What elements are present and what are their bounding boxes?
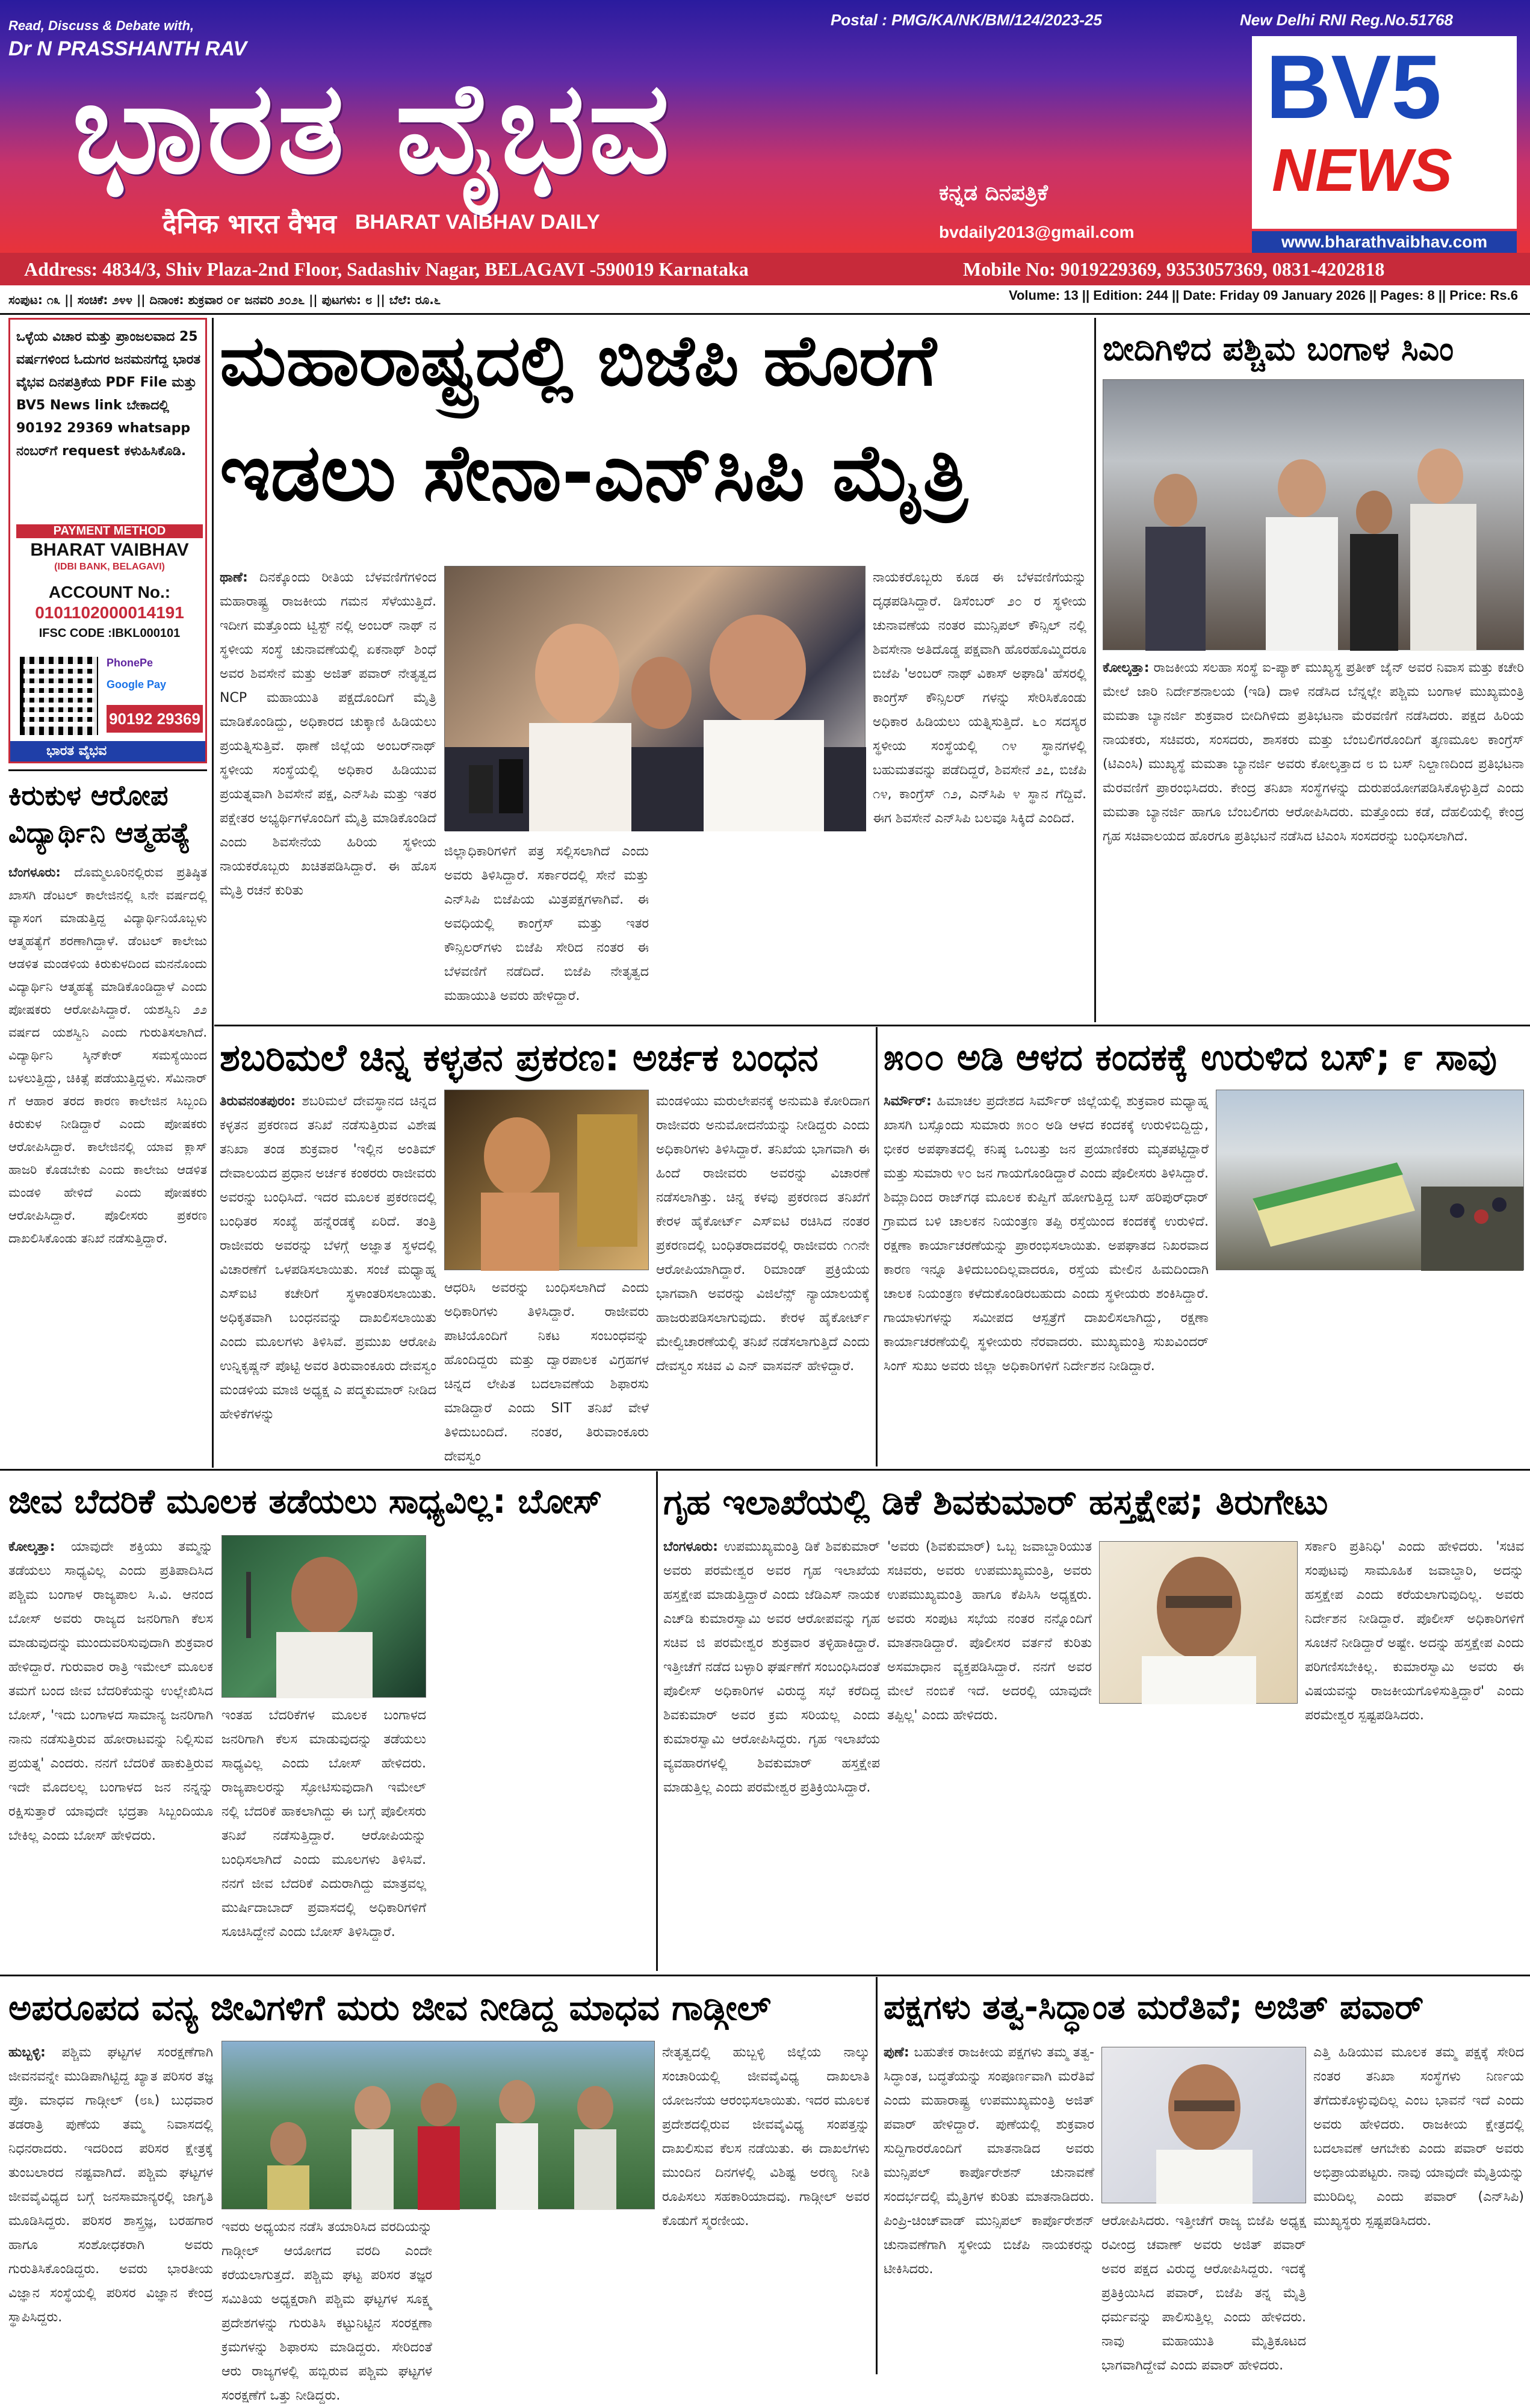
headline-ajitpawar[interactable]: ಪಕ್ಷಗಳು ತತ್ವ-ಸಿದ್ಧಾಂತ ಮರೆತಿವೆ; ಅಜಿತ್ ಪವಾರ್ [884, 1988, 1424, 2027]
photo-dkshivakumar [1099, 1541, 1298, 1704]
masthead-tagline: Read, Discuss & Debate with, [8, 18, 194, 33]
sidebox-footer: ಭಾರತ ವೈಭವ [10, 741, 205, 762]
article-student [8, 861, 207, 1463]
article-main-col2b [656, 840, 867, 1020]
photo-gadgil [221, 2041, 655, 2209]
dateline-bose: ಕೋಲ್ಕತ್ತಾ: [8, 1539, 55, 1554]
qr-code-overlay [20, 657, 98, 735]
bank-branch: (IDBI BANK, BELAGAVI) [54, 562, 165, 572]
dateline-ajit: ಪುಣೆ: [884, 2045, 909, 2060]
address-text: Address: 4834/3, Shiv Plaza-2nd Floor, Sadashiv Nagar, BELAGAVI -590019 Karnataka [24, 258, 749, 280]
gpay-icon: Google Pay [107, 678, 167, 690]
article-dk-col1 [663, 1535, 880, 1969]
photo-gadgil-svg [222, 2041, 655, 2210]
body-bus: ಹಿಮಾಚಲ ಪ್ರದೇಶದ ಸಿರ್ಮೌರ್ ಜಿಲ್ಲೆಯಲ್ಲಿ ಶುಕ್ರವಾರ ಮಧ್ಯಾಹ್ನ ಖಾಸಗಿ ಬಸ್ಸೊಂದು ಸುಮಾರು ೫೦೦ ಅಡಿ ಆಳದ ಕಂದಕಕ್ಕೆ ಉರುಳಿಬಿದ್ದಿದ್ದು, ಭೀಕರ ಅಪಘಾತದಲ್ಲಿ ಕನಿಷ್ಠ ಒಂಬತ್ತು ಜನ ಪ್ರಯಾಣಿಕರು ಮೃತಪಟ್ಟಿದ್ದಾರೆ ಮತ್ತು ಸುಮಾರು ೪೦ ಜನ ಗಾಯಗೊಂಡಿದ್ದಾರೆ ಎಂದು ಪೊಲೀಸರು ತಿಳಿಸಿದ್ದಾರೆ. ಶಿಮ್ಲಾದಿಂದ ರಾಜ್‌ಗಢ ಮೂಲಕ ಕುಪ್ವಿಗೆ ಹೋಗುತ್ತಿದ್ದ ಬಸ್ ಹರಿಪುರ್‌ಧಾರ್ ಗ್ರಾಮದ ಬಳಿ ಚಾಲಕನ ನಿಯಂತ್ರಣ ತಪ್ಪಿ ರಸ್ತೆಯಿಂದ ಕಂದಕಕ್ಕೆ ಉರುಳಿದೆ. ರಕ್ಷಣಾ ಕಾರ್ಯಾಚರಣೆಯನ್ನು ಪ್ರಾರಂಭಿಸಲಾಯಿತು. ಅಪಘಾತದ ನಿಖರವಾದ ಕಾರಣ ಇನ್ನೂ ತಿಳಿದುಬಂದಿಲ್ಲವಾದರೂ, ರಸ್ತೆಯ ಮೇಲಿನ ಹಿಮದಿಂದಾಗಿ ಚಾಲಕ ನಿಯಂತ್ರಣ ಕಳೆದುಕೊಂಡಿರಬಹುದು ಎಂದು ಸ್ಥಳೀಯರು ಶಂಕಿಸಿದ್ದಾರೆ. ಗಾಯಾಳುಗಳನ್ನು ಸಮೀಪದ ಆಸ್ಪತ್ರೆಗೆ ದಾಖಲಿಸಲಾಗಿದ್ದು, ರಕ್ಷಣಾ ಕಾರ್ಯಾಚರಣೆಯಲ್ಲಿ ಸ್ಥಳೀಯರು ನೆರವಾದರು. ಮುಖ್ಯಮಂತ್ರಿ ಸುಖವಿಂದರ್ ಸಿಂಗ್ ಸುಖು ಅವರು ಜಿಲ್ಲಾ ಅಧಿಕಾರಿಗಳಿಗೆ ನಿರ್ದೇಶನ ನೀಡಿದ್ದಾರೆ. [884, 1094, 1209, 1374]
photo-bus [1216, 1090, 1524, 1270]
photo-main-svg [445, 566, 866, 831]
account-details [16, 582, 203, 644]
headline-dkshivakumar[interactable]: ಗೃಹ ಇಲಾಖೆಯಲ್ಲಿ ಡಿಕೆ ಶಿವಕುಮಾರ್ ಹಸ್ತಕ್ಷೇಪ; ತಿರುಗೇಟು [663, 1482, 1328, 1522]
headline-main-2[interactable]: ಇಡಲು ಸೇನಾ-ಎನ್‌ಸಿಪಿ ಮೈತ್ರಿ [220, 427, 968, 518]
divider [1094, 318, 1096, 1022]
english-name: BHARAT VAIBHAV DAILY [355, 211, 600, 234]
headline-student[interactable]: ಕಿರುಕುಳ ಆರೋಪ ವಿದ್ಯಾರ್ಥಿನಿ ಆತ್ಮಹತ್ಯೆ [8, 779, 191, 849]
article-ajit-col1 [884, 2041, 1094, 2372]
bank-name: BHARAT VAIBHAV [30, 540, 189, 560]
account-label: ACCOUNT No.: [48, 583, 171, 601]
dateline-bar [0, 288, 1530, 312]
divider [8, 769, 207, 771]
address-bar [0, 253, 1530, 285]
rni-reg: New Delhi RNI Reg.No.51768 [1240, 11, 1453, 29]
dateline-dk: ಬೆಂಗಳೂರು: [663, 1539, 718, 1554]
article-sabarimala-col2: ಆಧರಿಸಿ ಅವರನ್ನು ಬಂಧಿಸಲಾಗಿದೆ ಎಂದು ಅಧಿಕಾರಿಗಳು ತಿಳಿಸಿದ್ದಾರೆ. ರಾಜೀವರು ಪಾಟಿಯೊಂದಿಗೆ ನಿಕಟ ಸಂಬಂಧವನ್ನು ಹೊಂದಿದ್ದರು ಮತ್ತು ದ್ವಾರಪಾಲಕ ವಿಗ್ರಹಗಳ ಚಿನ್ನದ ಲೇಪಿತ ಬದಲಾವಣೆಯ ಶಿಫಾರಸು ಮಾಡಿದ್ದಾರೆ ಎಂದು SIT ತನಿಖೆ ವೇಳೆ ತಿಳಿದುಬಂದಿದೆ. ನಂತರ, ತಿರುವಾಂಕೂರು ದೇವಸ್ವಂ [444, 1280, 649, 1464]
photo-main [444, 566, 866, 831]
article-bose-col3 [433, 1535, 650, 1969]
article-dk-col2b [1099, 1710, 1298, 1969]
website-link[interactable]: www.bharathvaibhav.com [1252, 231, 1517, 253]
divider [0, 1975, 1530, 1976]
body-bengal: ರಾಜಕೀಯ ಸಲಹಾ ಸಂಸ್ಥೆ ಐ-ಪ್ಯಾಕ್ ಮುಖ್ಯಸ್ಥ ಪ್ರತೀಕ್ ಜೈನ್ ಅವರ ನಿವಾಸ ಮತ್ತು ಕಚೇರಿ ಮೇಲೆ ಜಾರಿ ನಿರ್ದೇಶನಾಲಯ (ಇಡಿ) ದಾಳಿ ನಡೆಸಿದ ಬೆನ್ನಲ್ಲೇ ಪಶ್ಚಿಮ ಬಂಗಾಳ ಮುಖ್ಯಮಂತ್ರಿ ಮಮತಾ ಬ್ಯಾನರ್ಜಿ ಶುಕ್ರವಾರ ಬೀದಿಗಿಳಿದು ಪ್ರತಿಭಟನಾ ಮೆರವಣಿಗೆ ನಡೆಸಿದರು. ಪಕ್ಷದ ಹಿರಿಯ ನಾಯಕರು, ಸಚಿವರು, ಸಂಸದರು, ಶಾಸಕರು ಮತ್ತು ಬೆಂಬಲಿಗರೊಂದಿಗೆ ತೃಣಮೂಲ ಕಾಂಗ್ರೆಸ್ (ಟಿಎಂಸಿ) ಮುಖ್ಯಸ್ಥೆ ಮಮತಾ ಬ್ಯಾನರ್ಜಿ ಅವರು ಕೋಲ್ಕತ್ತಾದ ೮ ಬಿ ಬಸ್ ನಿಲ್ದಾಣದಿಂದ ಪ್ರತಿಭಟನಾ ಮೆರವಣಿಗೆ ಪ್ರಾರಂಭಿಸಿದರು. ಕೇಂದ್ರ ತನಿಖಾ ಸಂಸ್ಥೆಗಳನ್ನು ದುರುಪಯೋಗಪಡಿಸಿಕೊಳ್ಳುತ್ತಿದೆ ಎಂದು ಮಮತಾ ಬ್ಯಾನರ್ಜಿ ಹಾಗೂ ಬೆಂಬಲಿಗರು ಆರೋಪಿಸಿದರು. ಮತ್ತೊಂದು ಕಡೆ, ದೆಹಲಿಯಲ್ಲಿ ಕೇಂದ್ರ ಗೃಹ ಸಚಿವಾಲಯದ ಹೊರಗೂ ಪ್ರತಿಭಟನೆ ನಡೆಸಿದ ಟಿಎಂಸಿ ಸಂಸದರನ್ನು ಬಂಧಿಸಲಾಗಿದೆ. [1103, 660, 1524, 844]
dateline-student: ಬೆಂಗಳೂರು: [8, 865, 61, 880]
photo-bengal [1103, 379, 1524, 650]
payment-method-label: PAYMENT METHOD [16, 524, 203, 538]
article-main-col3: ನಾಯಕರೊಬ್ಬರು ಕೂಡ ಈ ಬೆಳವಣಿಗೆಯನ್ನು ದೃಢಪಡಿಸಿದ್ದಾರೆ. ಡಿಸೆಂಬರ್ ೨೦ ರ ಸ್ಥಳೀಯ ಚುನಾವಣೆಯ ನಂತರ ಮುನ್ಸಿಪಲ್ ಕೌನ್ಸಿಲ್ ನಲ್ಲಿ ಶಿವಸೇನಾ ಅತಿದೊಡ್ಡ ಪಕ್ಷವಾಗಿ ಹೊರಹೊಮ್ಮಿದರೂ ಬಿಜೆಪಿ 'ಅಂಬರ್ ನಾಥ್ ವಿಕಾಸ್ ಅಘಾಡಿ' ಹೆಸರಲ್ಲಿ ಕಾಂಗ್ರೆಸ್ ಕೌನ್ಸಿಲರ್ ಗಳನ್ನು ಸೇರಿಸಿಕೊಂಡು ಅಧಿಕಾರ ಹಿಡಿಯಲು ಯತ್ನಿಸುತ್ತಿದೆ. ೬೦ ಸದಸ್ಯರ ಸ್ಥಳೀಯ ಸಂಸ್ಥೆಯಲ್ಲಿ ೧೪ ಸ್ಥಾನಗಳಲ್ಲಿ ಬಹುಮತವನ್ನು ಪಡೆದಿದ್ದರೆ, ಶಿವಸೇನೆ ೨೭, ಬಿಜೆಪಿ ೧೪, ಕಾಂಗ್ರೆಸ್ ೧೨, ಎನ್‌ಸಿಪಿ ೪ ಸ್ಥಾನ ಗೆದ್ದಿವೆ. ಈಗ ಶಿವಸೇನೆ ಎನ್‌ಸಿಪಿ ಬಲವೂ ಸಿಕ್ಕಿದೆ ಎಂದಿದೆ. [873, 570, 1086, 826]
photo-bengal-svg [1103, 380, 1525, 651]
divider [214, 1025, 1530, 1026]
payment-method [16, 524, 203, 579]
dateline-kannada: ಸಂಪುಟ: ೧೩ || ಸಂಚಿಕೆ: ೨೪೪ || ದಿನಾಂಕ: ಶುಕ್ರವಾರ ೦೯ ಜನವರಿ ೨೦೨೬ || ಪುಟಗಳು: ೮ || ಬೆಲೆ: ರೂ.೬ [8, 293, 441, 307]
account-number: 0101102000014191 [35, 603, 184, 622]
article-ajit-col2: ಆರೋಪಿಸಿದರು. ಇತ್ತೀಚೆಗೆ ರಾಜ್ಯ ಬಿಜೆಪಿ ಅಧ್ಯಕ್ಷ ರವೀಂದ್ರ ಚವಾಣ್ ಅವರು ಅಜಿತ್ ಪವಾರ್ ಅವರ ಪಕ್ಷದ ವಿರುದ್ಧ ಆರೋಪಿಸಿದ್ದರು. ಇದಕ್ಕೆ ಪ್ರತಿಕ್ರಿಯಿಸಿದ ಪವಾರ್, ಬಿಜೆಪಿ ತನ್ನ ಮೈತ್ರಿ ಧರ್ಮವನ್ನು ಪಾಲಿಸುತ್ತಿಲ್ಲ ಎಂದು ಹೇಳಿದರು. ನಾವು ಮಹಾಯುತಿ ಮೈತ್ರಿಕೂಟದ ಭಾಗವಾಗಿದ್ದೇವೆ ಎಂದು ಪವಾರ್ ಹೇಳಿದರು. [1101, 2214, 1306, 2373]
article-gadgil-col3: ನೇತೃತ್ವದಲ್ಲಿ ಹುಬ್ಬಳ್ಳಿ ಜಿಲ್ಲೆಯ ನಾಲ್ಕು ಸಂಚಾರಿಯಲ್ಲಿ ಜೀವವೈವಿಧ್ಯ ದಾಖಲಾತಿ ಯೋಜನೆಯ ಆರಂಭಿಸಲಾಯಿತು. ಇದರ ಮೂಲಕ ಪ್ರದೇಶದಲ್ಲಿರುವ ಜೀವವೈವಿಧ್ಯ ಸಂಪತ್ತನ್ನು ದಾಖಲಿಸುವ ಕೆಲಸ ನಡೆಯಿತು. ಈ ದಾಖಲೆಗಳು ಮುಂದಿನ ದಿನಗಳಲ್ಲಿ ವಿಶಿಷ್ಟ ಅರಣ್ಯ ನೀತಿ ರೂಪಿಸಲು ಸಹಕಾರಿಯಾದವು. ಗಾಡ್ಗೀಲ್ ಅವರ ಕೊಡುಗೆ ಸ್ಮರಣೀಯ. [662, 2045, 870, 2229]
divider [876, 1977, 878, 2374]
article-dk-col3: ಸರ್ಕಾರಿ ಪ್ರತಿನಿಧಿ' ಎಂದು ಹೇಳಿದರು. 'ಸಚಿವ ಸಂಪುಟವು ಸಾಮೂಹಿಕ ಜವಾಬ್ದಾರಿ, ಅದನ್ನು ಹಸ್ತಕ್ಷೇಪ ಎಂದು ಕರೆಯಲಾಗುವುದಿಲ್ಲ. ಅವರು ನಿರ್ದೇಶನ ನೀಡಿದ್ದಾರೆ. ಪೊಲೀಸ್ ಅಧಿಕಾರಿಗಳಿಗೆ ಸೂಚನೆ ನೀಡಿದ್ದಾರೆ ಅಷ್ಟೇ. ಅದನ್ನು ಹಸ್ತಕ್ಷೇಪ ಎಂದು ಪರಿಗಣಿಸಬೇಕಿಲ್ಲ. ಕುಮಾರಸ್ವಾಮಿ ಅವರು ಈ ವಿಷಯವನ್ನು ರಾಜಕೀಯಗೊಳಿಸುತ್ತಿದ್ದಾರೆ' ಎಂದು ಪರಮೇಶ್ವರ ಸ್ಪಷ್ಟಪಡಿಸಿದರು. [1305, 1539, 1524, 1723]
logo-bv5-text: BV5 [1266, 36, 1442, 137]
article-sabarimala-col1 [220, 1090, 436, 1463]
photo-ajit-svg [1102, 2047, 1307, 2204]
headline-sabarimala[interactable]: ಶಬರಿಮಲೆ ಚಿನ್ನ ಕಳ್ಳತನ ಪ್ರಕರಣ: ಅರ್ಚಕ ಬಂಧನ [220, 1035, 819, 1079]
body-student: ದೊಮ್ಮಲೂರಿನಲ್ಲಿರುವ ಪ್ರತಿಷ್ಠಿತ ಖಾಸಗಿ ಡೆಂಟಲ್ ಕಾಲೇಜಿನಲ್ಲಿ ೩ನೇ ವರ್ಷದಲ್ಲಿ ವ್ಯಾಸಂಗ ಮಾಡುತ್ತಿದ್ದ ವಿದ್ಯಾರ್ಥಿನಿಯೊಬ್ಬಳು ಆತ್ಮಹತ್ಯೆಗೆ ಶರಣಾಗಿದ್ದಾಳೆ. ಡೆಂಟಲ್ ಕಾಲೇಜು ಆಡಳಿತ ಮಂಡಳಿಯ ಕಿರುಕುಳದಿಂದ ಮನನೊಂದು ವಿದ್ಯಾರ್ಥಿನಿ ಆತ್ಮಹತ್ಯೆ ಮಾಡಿಕೊಂಡಿದ್ದಾಳೆ ಎಂದು ಪೋಷಕರು ಆರೋಪಿಸಿದ್ದಾರೆ. ಯಶಸ್ವಿನಿ ೨೨ ವರ್ಷದ ಯಶಸ್ವಿನಿ ಎಂದು ಗುರುತಿಸಲಾಗಿದೆ. ವಿದ್ಯಾರ್ಥಿನಿ ಸ್ಕಿನ್‌ಕೇರ್ ಸಮಸ್ಯೆಯಿಂದ ಬಳಲುತ್ತಿದ್ದು, ಚಿಕಿತ್ಸೆ ಪಡೆಯುತ್ತಿದ್ದಳು. ಸೆಮಿನಾರ್ ಗೆ ಆಹಾರ ತರದ ಕಾರಣ ಕಾಲೇಜಿನ ಸಿಬ್ಬಂದಿ ಕಿರುಕುಳ ನೀಡಿದ್ದಾರೆ ಎಂದು ಪೋಷಕರು ಆರೋಪಿಸಿದ್ದಾರೆ. ಕಾಲೇಜಿನಲ್ಲಿ ಯಾವ ಕ್ಲಾಸ್ ಹಾಜರಿ ಕೊಡಬೇಕು ಎಂದು ಕಾಲೇಜು ಆಡಳಿತ ಮಂಡಳಿ ಹೇಳಿದೆ ಎಂದು ಪೋಷಕರು ಆರೋಪಿಸಿದ್ದಾರೆ. ಪೊಲೀಸರು ಪ್ರಕರಣ ದಾಖಲಿಸಿಕೊಂಡು ತನಿಖೆ ನಡೆಸುತ್ತಿದ್ದಾರೆ. [8, 865, 207, 1246]
article-bus-col2 [1216, 1276, 1524, 1463]
article-bose-col2: ಇಂತಹ ಬೆದರಿಕೆಗಳ ಮೂಲಕ ಬಂಗಾಳದ ಜನರಿಗಾಗಿ ಕೆಲಸ ಮಾಡುವುದನ್ನು ತಡೆಯಲು ಸಾಧ್ಯವಿಲ್ಲ ಎಂದು ಬೋಸ್ ಹೇಳಿದರು. ರಾಜ್ಯಪಾಲರನ್ನು ಸ್ಫೋಟಿಸುವುದಾಗಿ ಇಮೇಲ್ ನಲ್ಲಿ ಬೆದರಿಕೆ ಹಾಕಲಾಗಿದ್ದು ಈ ಬಗ್ಗೆ ಪೊಲೀಸರು ತನಿಖೆ ನಡೆಸುತ್ತಿದ್ದಾರೆ. ಆರೋಪಿಯನ್ನು ಬಂಧಿಸಲಾಗಿದೆ ಎಂದು ಮೂಲಗಳು ತಿಳಿಸಿವೆ. ನನಗೆ ಜೀವ ಬೆದರಿಕೆ ಎದುರಾಗಿದ್ದು ಮಾತ್ರವಲ್ಲ ಮುರ್ಷಿದಾಬಾದ್ ಪ್ರವಾಸದಲ್ಲಿ ಅಧಿಕಾರಿಗಳಿಗೆ ಸೂಚಿಸಿದ್ದೇನೆ ಎಂದು ಬೋಸ್ ತಿಳಿಸಿದ್ದಾರೆ. [221, 1708, 426, 1940]
newspaper-title: ಭಾರತ ವೈಭವ [72, 54, 674, 202]
article-bengal [1103, 656, 1524, 1017]
body-ajit-col1: ಬಹುತೇಕ ರಾಜಕೀಯ ಪಕ್ಷಗಳು ತಮ್ಮ ತತ್ವ- ಸಿದ್ಧಾಂತ, ಬದ್ಧತೆಯನ್ನು ಸಂಪೂರ್ಣವಾಗಿ ಮರೆತಿವೆ ಎಂದು ಮಹಾರಾಷ್ಟ್ರ ಉಪಮುಖ್ಯಮಂತ್ರಿ ಅಜಿತ್ ಪವಾರ್ ಹೇಳಿದ್ದಾರೆ. ಪುಣೆಯಲ್ಲಿ ಶುಕ್ರವಾರ ಸುದ್ದಿಗಾರರೊಂದಿಗೆ ಮಾತನಾಡಿದ ಅವರು ಮುನ್ಸಿಪಲ್ ಕಾರ್ಪೊರೇಶನ್ ಚುನಾವಣೆ ಸಂದರ್ಭದಲ್ಲಿ ಮೈತ್ರಿಗಳ ಕುರಿತು ಮಾತನಾಡಿದರು. ಪಿಂಪ್ರಿ-ಚಿಂಚ್‌ವಾಡ್ ಮುನ್ಸಿಪಲ್ ಕಾರ್ಪೊರೇಶನ್ ಚುನಾವಣೆಗಾಗಿ ಸ್ಥಳೀಯ ಬಿಜೆಪಿ ನಾಯಕರನ್ನು ಟೀಕಿಸಿದರು. [884, 2045, 1094, 2277]
article-bus [884, 1090, 1209, 1463]
body-gadgil-col1: ಪಶ್ಚಿಮ ಘಟ್ಟಗಳ ಸಂರಕ್ಷಣೆಗಾಗಿ ಜೀವನವನ್ನೇ ಮುಡಿಪಾಗಿಟ್ಟಿದ್ದ ಖ್ಯಾತ ಪರಿಸರ ತಜ್ಞ ಪ್ರೊ. ಮಾಧವ ಗಾಡ್ಗೀಲ್ (೮೩) ಬುಧವಾರ ತಡರಾತ್ರಿ ಪುಣೆಯ ತಮ್ಮ ನಿವಾಸದಲ್ಲಿ ನಿಧನರಾದರು. ಇದರಿಂದ ಪರಿಸರ ಕ್ಷೇತ್ರಕ್ಕೆ ತುಂಬಲಾರದ ನಷ್ಟವಾಗಿದೆ. ಪಶ್ಚಿಮ ಘಟ್ಟಗಳ ಜೀವವೈವಿಧ್ಯದ ಬಗ್ಗೆ ಜನಸಾಮಾನ್ಯರಲ್ಲಿ ಜಾಗೃತಿ ಮೂಡಿಸಿದ್ದರು. ಪರಿಸರ ಶಾಸ್ತ್ರಜ್ಞ, ಬರಹಗಾರ ಹಾಗೂ ಸಂಶೋಧಕರಾಗಿ ಅವರು ಗುರುತಿಸಿಕೊಂಡಿದ್ದರು. ಅವರು ಭಾರತೀಯ ವಿಜ್ಞಾನ ಸಂಸ್ಥೆಯಲ್ಲಿ ಪರಿಸರ ವಿಜ್ಞಾನ ಕೇಂದ್ರ ಸ್ಥಾಪಿಸಿದ್ದರು. [8, 2045, 213, 2325]
divider [656, 1471, 658, 1971]
headline-main-1[interactable]: ಮಹಾರಾಷ್ಟ್ರದಲ್ಲಿ ಬಿಜೆಪಿ ಹೊರಗೆ [220, 320, 937, 402]
phonepe-icon: PhonePe [107, 657, 153, 669]
photo-ajitpawar [1101, 2047, 1306, 2203]
photo-dk-svg [1100, 1542, 1298, 1704]
headline-bus[interactable]: ೫೦೦ ಅಡಿ ಆಳದ ಕಂದಕಕ್ಕೆ ಉರುಳಿದ ಬಸ್; ೯ ಸಾವು [884, 1037, 1497, 1079]
ifsc-code: IFSC CODE :IBKL000101 [39, 627, 181, 640]
article-gadgil-col2: ಇವರು ಅಧ್ಯಯನ ನಡೆಸಿ ತಯಾರಿಸಿದ ವರದಿಯನ್ನು ಗಾಡ್ಗೀಲ್ ಆಯೋಗದ ವರದಿ ಎಂದೇ ಕರೆಯಲಾಗುತ್ತದೆ. ಪಶ್ಚಿಮ ಘಟ್ಟ ಪರಿಸರ ತಜ್ಞರ ಸಮಿತಿಯ ಅಧ್ಯಕ್ಷರಾಗಿ ಪಶ್ಚಿಮ ಘಟ್ಟಗಳ ಸೂಕ್ಷ್ಮ ಪ್ರದೇಶಗಳನ್ನು ಗುರುತಿಸಿ ಕಟ್ಟುನಿಟ್ಟಿನ ಸಂರಕ್ಷಣಾ ಕ್ರಮಗಳನ್ನು ಶಿಫಾರಸು ಮಾಡಿದ್ದರು. ಸೇರಿದಂತೆ ಆರು ರಾಜ್ಯಗಳಲ್ಲಿ ಹಬ್ಬಿರುವ ಪಶ್ಚಿಮ ಘಟ್ಟಗಳ ಸಂರಕ್ಷಣೆಗೆ ಒತ್ತು ನೀಡಿದ್ದರು. [221, 2220, 432, 2403]
dateline-gadgil: ಹುಬ್ಬಳ್ಳಿ: [8, 2045, 46, 2060]
divider [212, 318, 214, 1468]
article-sabarimala-col3: ಮಂಡಳಿಯು ಮರುಲೇಪನಕ್ಕೆ ಅನುಮತಿ ಕೋರಿದಾಗ ರಾಜೀವರು ಅನುಮೋದನೆಯನ್ನು ನೀಡಿದ್ದರು ಎಂದು ಅಧಿಕಾರಿಗಳು ತಿಳಿಸಿದ್ದಾರೆ. ತನಿಖೆಯ ಭಾಗವಾಗಿ ಈ ಹಿಂದೆ ರಾಜೀವರು ಅವರನ್ನು ವಿಚಾರಣೆ ನಡೆಸಲಾಗಿತ್ತು. ಚಿನ್ನ ಕಳವು ಪ್ರಕರಣದ ತನಿಖೆಗೆ ಕೇರಳ ಹೈಕೋರ್ಟ್ ಎಸ್‌ಐಟಿ ರಚಿಸಿದ ನಂತರ ಪ್ರಕರಣದಲ್ಲಿ ಬಂಧಿತರಾದವರಲ್ಲಿ ರಾಜೀವರು ೧೧ನೇ ಆರೋಪಿಯಾಗಿದ್ದಾರೆ. ರಿಮಾಂಡ್ ಪ್ರಕ್ರಿಯೆಯ ಭಾಗವಾಗಿ ಅವರನ್ನು ವಿಜಿಲೆನ್ಸ್ ನ್ಯಾಯಾಲಯಕ್ಕೆ ಹಾಜರುಪಡಿಸಲಾಗುವುದು. ಕೇರಳ ಹೈಕೋರ್ಟ್ ಮೇಲ್ವಿಚಾರಣೆಯಲ್ಲಿ ತನಿಖೆ ನಡೆಸಲಾಗುತ್ತಿದೆ ಎಂದು ದೇವಸ್ವಂ ಸಚಿವ ವಿ ಎನ್ ವಾಸವನ್ ಹೇಳಿದ್ದಾರೆ. [656, 1094, 870, 1374]
body-bose-col1: ಯಾವುದೇ ಶಕ್ತಿಯು ತಮ್ಮನ್ನು ತಡೆಯಲು ಸಾಧ್ಯವಿಲ್ಲ ಎಂದು ಪ್ರತಿಪಾದಿಸಿದ ಪಶ್ಚಿಮ ಬಂಗಾಳ ರಾಜ್ಯಪಾಲ ಸಿ.ವಿ. ಆನಂದ ಬೋಸ್ ಅವರು ರಾಜ್ಯದ ಜನರಿಗಾಗಿ ಕೆಲಸ ಮಾಡುವುದನ್ನು ಮುಂದುವರಿಸುವುದಾಗಿ ಶುಕ್ರವಾರ ಹೇಳಿದ್ದಾರೆ. ಗುರುವಾರ ರಾತ್ರಿ ಇಮೇಲ್ ಮೂಲಕ ತಮಗೆ ಬಂದ ಜೀವ ಬೆದರಿಕೆಯನ್ನು ಉಲ್ಲೇಖಿಸಿದ ಬೋಸ್, 'ಇದು ಬಂಗಾಳದ ಸಾಮಾನ್ಯ ಜನರಿಗಾಗಿ ನಾನು ನಡೆಸುತ್ತಿರುವ ಹೋರಾಟವನ್ನು ನಿಲ್ಲಿಸುವ ಪ್ರಯತ್ನ' ಎಂದರು. ನನಗೆ ಬೆದರಿಕೆ ಹಾಕುತ್ತಿರುವ ಇದೇ ಮೊದಲಲ್ಲ ಬಂಗಾಳದ ಜನ ನನ್ನನ್ನು ರಕ್ಷಿಸುತ್ತಾರೆ ಯಾವುದೇ ಭದ್ರತಾ ಸಿಬ್ಬಂದಿಯೂ ಬೇಕಿಲ್ಲ ಎಂದು ಬೋಸ್ ಹೇಳಿದರು. [8, 1539, 213, 1843]
article-main-col2: ಜಿಲ್ಲಾಧಿಕಾರಿಗಳಿಗೆ ಪತ್ರ ಸಲ್ಲಿಸಲಾಗಿದೆ ಎಂದು ಅವರು ತಿಳಿಸಿದ್ದಾರೆ. ಸರ್ಕಾರದಲ್ಲಿ ಸೇನೆ ಮತ್ತು ಎನ್‌ಸಿಪಿ ಬಿಜೆಪಿಯ ಮಿತ್ರಪಕ್ಷಗಳಾಗಿವೆ. ಈ ಅವಧಿಯಲ್ಲಿ ಕಾಂಗ್ರೆಸ್ ಮತ್ತು ಇತರ ಕೌನ್ಸಿಲರ್‌ಗಳು ಬಿಜೆಪಿ ಸೇರಿದ ನಂತರ ಈ ಬೆಳವಣಿಗೆ ನಡೆದಿದೆ. ಬಿಜೆಪಿ ನೇತೃತ್ವದ ಮಹಾಯುತಿ ಅವರು ಹೇಳಿದ್ದಾರೆ. [444, 844, 649, 1004]
photo-bose-svg [222, 1536, 427, 1698]
headline-gadgil[interactable]: ಅಪರೂಪದ ವನ್ಯ ಜೀವಿಗಳಿಗೆ ಮರು ಜೀವ ನೀಡಿದ್ದ ಮಾಧವ ಗಾಡ್ಗೀಲ್ [8, 1987, 771, 2028]
article-main-col1 [220, 566, 436, 1017]
article-bose-col1 [8, 1535, 213, 1969]
article-gadgil-col1 [8, 2041, 213, 2372]
dateline-english: Volume: 13 || Edition: 244 || Date: Friday 09 January 2026 || Pages: 8 || Price: Rs.6 [1008, 288, 1518, 303]
body-main-col1: ದಿನಕ್ಕೊಂದು ರೀತಿಯ ಬೆಳವಣಿಗೆಗಳಿಂದ ಮಹಾರಾಷ್ಟ್ರ ರಾಜಕೀಯ ಗಮನ ಸೆಳೆಯುತ್ತಿದೆ. ಇದೀಗ ಮತ್ತೊಂದು ಟ್ವಿಸ್ಟ್ ನಲ್ಲಿ ಅಂಬರ್ ನಾಥ್ ನ ಸ್ಥಳೀಯ ಸಂಸ್ಥೆ ಚುನಾವಣೆಯಲ್ಲಿ ಏಕನಾಥ್ ಶಿಂಧೆ ಅವರ ಶಿವಸೇನೆ ಮತ್ತು ಅಜಿತ್ ಪವಾರ್ ನೇತೃತ್ವದ NCP ಮಹಾಯುತಿ ಪಕ್ಷದೊಂದಿಗೆ ಮೈತ್ರಿ ಮಾಡಿಕೊಂಡಿದ್ದು, ಅಧಿಕಾರದ ಚುಕ್ಕಾಣಿ ಹಿಡಿಯಲು ಪ್ರಯತ್ನಿಸುತ್ತಿವೆ. ಥಾಣೆ ಜಿಲ್ಲೆಯ ಅಂಬರ್‌ನಾಥ್ ಸ್ಥಳೀಯ ಸಂಸ್ಥೆಯಲ್ಲಿ ಅಧಿಕಾರ ಹಿಡಿಯುವ ಪ್ರಯತ್ನವಾಗಿ ಶಿವಸೇನೆ ಪಕ್ಷ, ಎನ್‌ಸಿಪಿ ಮತ್ತು ಇತರ ಪಕ್ಷೇತರ ಅಭ್ಯರ್ಥಿಗಳೊಂದಿಗೆ ಮೈತ್ರಿ ಮಾಡಿಕೊಂಡಿದೆ ಎಂದು ಶಿವಸೇನೆಯ ಹಿರಿಯ ಸ್ಥಳೀಯ ನಾಯಕರೊಬ್ಬರು ಖಚಿತಪಡಿಸಿದ್ದಾರೆ. ಈ ಹೊಸ ಮೈತ್ರಿ ರಚನೆ ಕುರಿತು [220, 570, 436, 898]
photo-bus-svg [1216, 1090, 1525, 1271]
masthead-editor: Dr N PRASSHANTH RAV [8, 37, 247, 60]
divider [876, 1027, 878, 1466]
subscription-text: ಒಳ್ಳೆಯ ವಿಚಾರ ಮತ್ತು ಪ್ರಾಂಜಲವಾದ 25 ವರ್ಷಗಳಿಂದ ಓದುಗರ ಜನಮನಗೆದ್ದ ಭಾರತ ವೈಭವ ದಿನಪತ್ರಿಕೆಯ PDF File ಮತ್ತು BV5 News link ಬೇಕಾದಲ್ಲಿ 90192 29369 whatsapp ನಂಬರ್‌ಗೆ request ಕಳುಹಿಸಿಕೊಡಿ. [16, 329, 201, 459]
article-gadgil-col2b [439, 2215, 655, 2372]
dateline-bengal: ಕೋಲ್ಕತ್ತಾ: [1103, 660, 1150, 675]
photo-sabarimala-svg [445, 1090, 649, 1271]
dateline-main: ಥಾಣೆ: [220, 570, 248, 585]
hindi-name: दैनिक भारत वैभव [163, 209, 336, 240]
email-address[interactable]: bvdaily2013@gmail.com [939, 223, 1135, 241]
body-dk-col1: ಉಪಮುಖ್ಯಮಂತ್ರಿ ಡಿಕೆ ಶಿವಕುಮಾರ್ ಅವರು ಪರಮೇಶ್ವರ ಅವರ ಗೃಹ ಇಲಾಖೆಯ ಹಸ್ತಕ್ಷೇಪ ಮಾಡುತ್ತಿದ್ದಾರೆ ಎಂದು ಜೆಡಿಎಸ್ ನಾಯಕ ಎಚ್‌ಡಿ ಕುಮಾರಸ್ವಾಮಿ ಅವರ ಆರೋಪವನ್ನು ಗೃಹ ಸಚಿವ ಜಿ ಪರಮೇಶ್ವರ ಶುಕ್ರವಾರ ತಳ್ಳಿಹಾಕಿದ್ದಾರೆ. ಇತ್ತೀಚೆಗೆ ನಡೆದ ಬಳ್ಳಾರಿ ಘರ್ಷಣೆಗೆ ಸಂಬಂಧಿಸಿದಂತೆ ಪೊಲೀಸ್ ಅಧಿಕಾರಿಗಳ ವಿರುದ್ಧ ಸಭೆ ಕರೆದಿದ್ದ ಶಿವಕುಮಾರ್ ಅವರ ಕ್ರಮ ಸರಿಯಲ್ಲ ಎಂದು ಕುಮಾರಸ್ವಾಮಿ ಆರೋಪಿಸಿದ್ದರು. ಗೃಹ ಇಲಾಖೆಯ ವ್ಯವಹಾರಗಳಲ್ಲಿ ಶಿವಕುಮಾರ್ ಹಸ್ತಕ್ಷೇಪ ಮಾಡುತ್ತಿಲ್ಲ ಎಂದು ಪರಮೇಶ್ವರ ಪ್ರತಿಕ್ರಿಯಿಸಿದ್ದಾರೆ. [663, 1539, 880, 1795]
mobile-numbers: Mobile No: 9019229369, 9353057369, 0831-4202818 [963, 258, 1385, 280]
dateline-bus: ಸಿರ್ಮೌರ್: [884, 1094, 932, 1109]
article-dk-col2: 'ಅವರು (ಶಿವಕುಮಾರ್) ಒಬ್ಬ ಜವಾಬ್ದಾರಿಯುತ ಸಚಿವರು, ಅವರು ಉಪಮುಖ್ಯಮಂತ್ರಿ, ಅವರು ಉಪಮುಖ್ಯಮಂತ್ರಿ ಹಾಗೂ ಕೆಪಿಸಿಸಿ ಅಧ್ಯಕ್ಷರು. ಅವರು ಸಂಪುಟ ಸಭೆಯ ನಂತರ ನನ್ನೊಂದಿಗೆ ಮಾತನಾಡಿದ್ದಾರೆ. ಪೊಲೀಸರ ವರ್ತನೆ ಕುರಿತು ಅಸಮಾಧಾನ ವ್ಯಕ್ತಪಡಿಸಿದ್ದಾರೆ. ನನಗೆ ಅವರ ಮೇಲೆ ನಂಬಿಕೆ ಇದೆ. ಅದರಲ್ಲಿ ಯಾವುದೇ ತಪ್ಪಿಲ್ಲ' ಎಂದು ಹೇಳಿದರು. [887, 1539, 1092, 1723]
photo-sabarimala [444, 1090, 649, 1270]
divider [0, 1469, 1530, 1471]
headline-bengal[interactable]: ಬೀದಿಗಿಳಿದ ಪಶ್ಚಿಮ ಬಂಗಾಳ ಸಿಎಂ [1103, 330, 1454, 368]
whatsapp-number[interactable]: 90192 29369 [107, 705, 203, 733]
bv5-logo-icon [1252, 36, 1517, 229]
kannada-daily-label: ಕನ್ನಡ ದಿನಪತ್ರಿಕೆ [939, 181, 1048, 205]
subscription-box [8, 318, 207, 763]
logo-news-text: NEWS [1272, 137, 1452, 204]
photo-bose [221, 1535, 426, 1698]
headline-bose[interactable]: ಜೀವ ಬೆದರಿಕೆ ಮೂಲಕ ತಡೆಯಲು ಸಾಧ್ಯವಿಲ್ಲ: ಬೋಸ್ [8, 1482, 602, 1521]
article-ajit-col3: ಎತ್ತಿ ಹಿಡಿಯುವ ಮೂಲಕ ತಮ್ಮ ಪಕ್ಷಕ್ಕೆ ಸೇರಿದ ನಂತರ ತನಿಖಾ ಸಂಸ್ಥೆಗಳು ನಿರ್ಣಯ ತೆಗೆದುಕೊಳ್ಳುವುದಿಲ್ಲ ಎಂಬ ಭಾವನೆ ಇದೆ ಎಂದು ಅವರು ಹೇಳಿದರು. ರಾಜಕೀಯ ಕ್ಷೇತ್ರದಲ್ಲಿ ಬದಲಾವಣೆ ಆಗಬೇಕು ಎಂದು ಪವಾರ್ ಅವರು ಅಭಿಪ್ರಾಯಪಟ್ಟರು. ನಾವು ಯಾವುದೇ ಮೈತ್ರಿಯನ್ನು ಮುರಿದಿಲ್ಲ ಎಂದು ಪವಾರ್ (ಎನ್‌ಸಿಪಿ) ಮುಖ್ಯಸ್ಥರು ಸ್ಪಷ್ಟಪಡಿಸಿದರು. [1313, 2045, 1524, 2229]
body-sabarimala-col1: ಶಬರಿಮಲೆ ದೇವಸ್ಥಾನದ ಚಿನ್ನದ ಕಳ್ಳತನ ಪ್ರಕರಣದ ತನಿಖೆ ನಡೆಸುತ್ತಿರುವ ವಿಶೇಷ ತನಿಖಾ ತಂಡ ಶುಕ್ರವಾರ 'ಇಲ್ಲಿನ ಅಂತಿಮ್ ದೇವಾಲಯದ ಪ್ರಧಾನ ಅರ್ಚಕ ಕಂಠರರು ರಾಜೀವರು ಅವರನ್ನು ಬಂಧಿಸಿದೆ. ಇದರ ಮೂಲಕ ಪ್ರಕರಣದಲ್ಲಿ ಬಂಧಿತರ ಸಂಖ್ಯೆ ಹನ್ನೆರಡಕ್ಕೆ ಏರಿದೆ. ತಂತ್ರಿ ರಾಜೀವರು ಅವರನ್ನು ಬೆಳಗ್ಗೆ ಅಜ್ಞಾತ ಸ್ಥಳದಲ್ಲಿ ವಿಚಾರಣೆಗೆ ಒಳಪಡಿಸಲಾಯಿತು. ಸಂಜೆ ಮಧ್ಯಾಹ್ನ ಎಸ್‌ಐಟಿ ಕಚೇರಿಗೆ ಸ್ಥಳಾಂತರಿಸಲಾಯಿತು. ಅಧಿಕೃತವಾಗಿ ಬಂಧನವನ್ನು ದಾಖಲಿಸಲಾಯಿತು ಎಂದು ಮೂಲಗಳು ತಿಳಿಸಿವೆ. ಪ್ರಮುಖ ಆರೋಪಿ ಉನ್ನಿಕೃಷ್ಣನ್ ಪೊಟ್ಟಿ ಅವರ ತಿರುವಾಂಕೂರು ದೇವಸ್ವಂ ಮಂಡಳಿಯ ಮಾಜಿ ಅಧ್ಯಕ್ಷ ಎ ಪದ್ಮಕುಮಾರ್ ನೀಡಿದ ಹೇಳಿಕೆಗಳನ್ನು [220, 1094, 436, 1422]
divider [0, 313, 1530, 315]
postal-reg: Postal : PMG/KA/NK/BM/124/2023-25 [831, 11, 1102, 29]
dateline-sabarimala: ತಿರುವನಂತಪುರಂ: [220, 1094, 296, 1109]
